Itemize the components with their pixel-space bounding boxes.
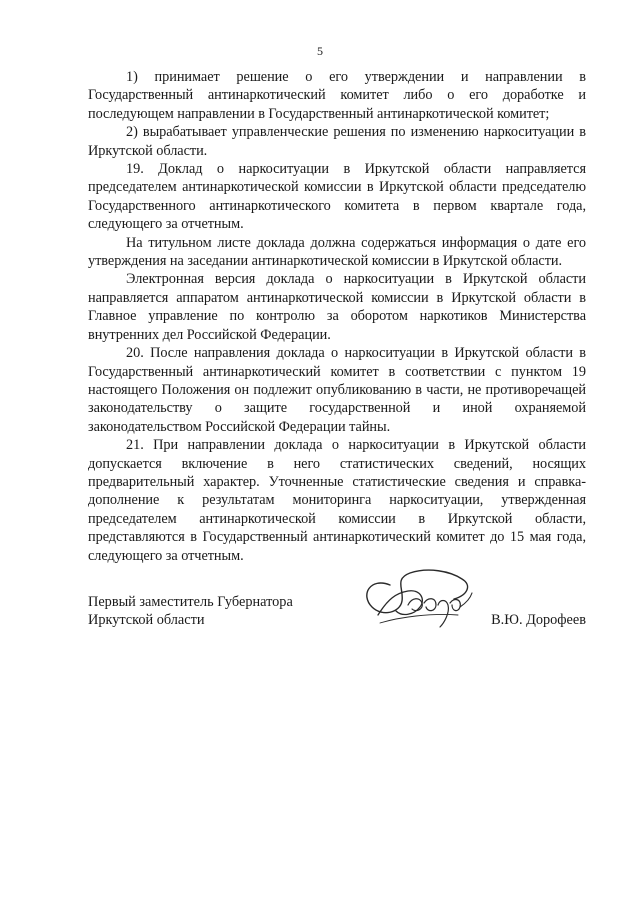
page-number: 5 — [317, 44, 323, 58]
paragraph-clause-21: 21. При направлении доклада о наркоситуации в Иркутской области допускается включение в него статистических сведений, носящих предварительный характер. Уточненные статистические сведения и справка-дополнение к результатам мониторинга наркоситуации, утвержденная председателем антинаркотической комиссии в Иркутской области, представляются в Государственный антинаркотический комитет до 15 мая года, следующего за отчетным. — [88, 437, 586, 564]
paragraph-clause-19: 19. Доклад о наркоситуации в Иркутской области направляется председателем антинаркотической комиссии в Иркутской области председателю Государственного антинаркотического комитета в первом квартале года, следующего за отчетным. — [88, 161, 586, 233]
paragraph-item-1: 1) принимает решение о его утверждении и направлении в Государственный антинаркотический комитет либо о его доработке и последующем направлении в Государственный антинаркотической комитет; — [88, 69, 586, 122]
paragraph-item-2: 2) вырабатывает управленческие решения по изменению наркоситуации в Иркутской области. — [88, 124, 586, 159]
paragraph-title-page-info: На титульном листе доклада должна содержаться информация о дате его утверждения на заседании антинаркотической комиссии в Иркутской области. — [88, 234, 586, 270]
signatory-position — [88, 593, 293, 630]
signature-block — [88, 593, 586, 641]
signatory-position-line1: Первый заместитель Губернатора — [88, 594, 293, 610]
signatory-name: В.Ю. Дорофеев — [491, 612, 586, 628]
document-body — [88, 68, 586, 565]
signatory-position-line2: Иркутской области — [88, 612, 205, 629]
paragraph-electronic-version: Электронная версия доклада о наркоситуации в Иркутской области направляется аппаратом антинаркотической комиссии в Иркутской области в Главное управление по контролю за оборотом наркотиков Министерства внутренних дел Российской Федерации. — [88, 271, 586, 343]
paragraph-clause-20: 20. После направления доклада о наркоситуации в Иркутской области в Государственный антинаркотический комитет в соответствии с пунктом 19 настоящего Положения он подлежит опубликованию в части, не противоречащей законодательству о защите государственной и иной охраняемой законодательством Российской Федерации тайны. — [88, 345, 586, 435]
